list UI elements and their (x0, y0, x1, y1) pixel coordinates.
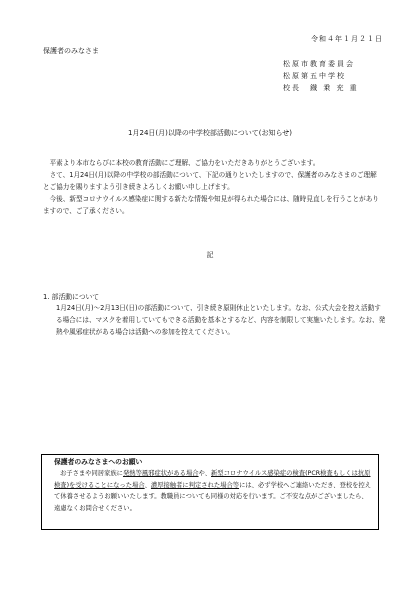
sender-block (283, 58, 359, 94)
greeting-paragraph: 平素より本市ならびに本校の教育活動にご理解、ご協力をいただきありがとうございます。 (49, 159, 320, 167)
review-paragraph: 今後、新型コロナウイルス感染症に関する新たな情報や知見が得られた場合には、随時見直しを行うことがありますので、ご了承ください。 (43, 195, 379, 215)
section-heading: 1. 部活動について (43, 293, 100, 301)
underlined-phrase: 新型コロナウイルス感染症の検査(PCR検査もしくは抗原検査)を受けることになった場合 (54, 470, 371, 489)
underlined-phrase: 発熱等風邪症状がある場合 (122, 470, 199, 477)
notice-body: お子さまや同居家族に発熱等風邪症状がある場合や、新型コロナウイルス感染症の検査(PCR検査もしくは抗原検査)を受けることになった場合、濃厚接触者に判定された場合等には、必ず学校へご連絡いただき、登校を控えて休養させるようお願いいたします。教職員についても同様の対応を行います。ご不安な点がございましたら、遠慮なくお問合せください。 (54, 470, 372, 512)
underlined-phrase: 濃厚接触者に判定された場合等 (150, 481, 240, 489)
intro-paragraph: さて、1月24日(月)以降の中学校の部活動について、下記の通りといたしますので、保護者のみなさまのご理解とご協力を賜りますよう引き続きよろしくお願い申し上げます。 (43, 171, 377, 191)
ki-marker: 記 (206, 251, 214, 259)
notice-title: 保護者のみなさまへのお願い (54, 458, 143, 466)
sender-line: 校長 鐡 乗 充 重 (283, 84, 359, 92)
sender-line: 松原市教育委員会 (283, 60, 355, 68)
document-title: 1月24日(月)以降の中学校部活動について(お知らせ) (128, 129, 292, 137)
addressee: 保護者のみなさま (43, 47, 99, 55)
sender-line: 松原第五中学校 (283, 72, 346, 80)
section-body: 1月24日(月)～2月13日(日)の部活動について、引き続き原則休止といたします。なお、公式大会を控え活動する場合には、マスクを着用していてもできる活動を基本とするなど、内容を制限して実施いたします。なお、発熱や風邪症状がある場合は活動への参加を控えてください。 (56, 304, 386, 336)
notice-box (41, 454, 379, 530)
issue-date: 令和４年１月２１日 (311, 35, 383, 43)
